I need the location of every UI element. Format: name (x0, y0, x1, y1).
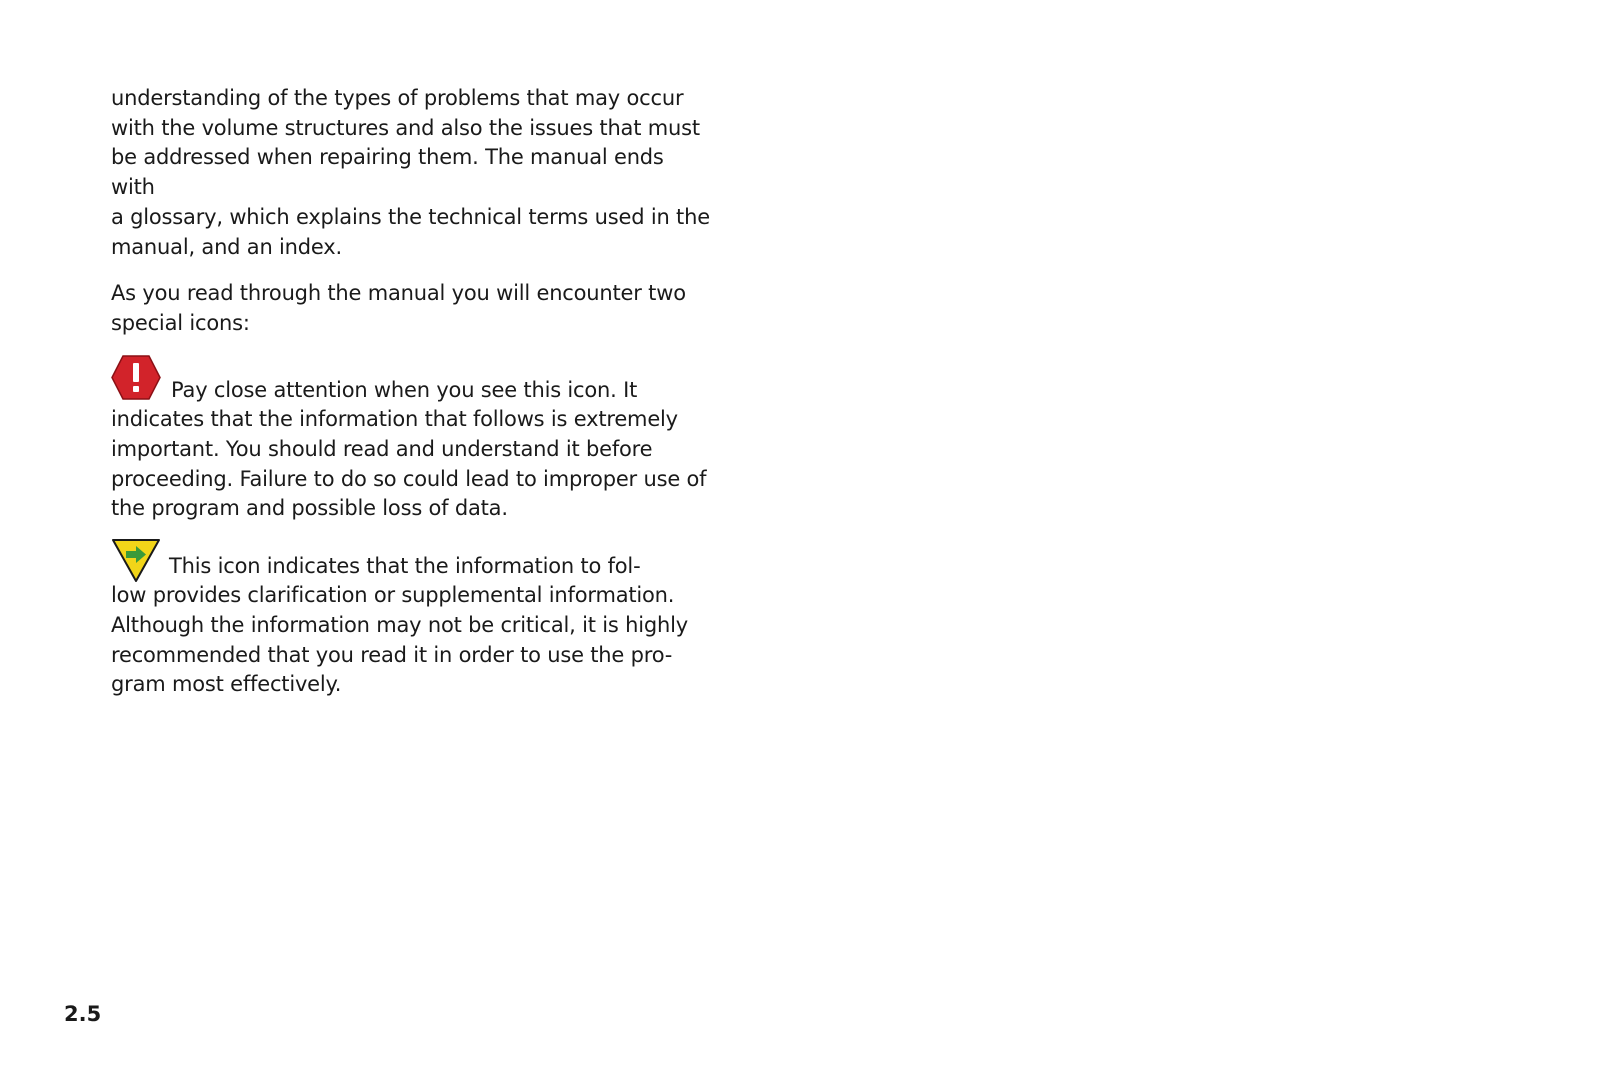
note-callout (111, 538, 711, 718)
warning-callout (111, 339, 711, 538)
intro-continuation-paragraph: understanding of the types of problems that may occur with the volume structures and also the issues that must be addressed when repairing them. The manual ends with a glossary, which explains the technical terms used in the manual, and an index. (111, 86, 710, 259)
icons-intro-paragraph: As you read through the manual you will encounter two special icons: (111, 281, 686, 335)
page-number: 2.5 (64, 1002, 102, 1026)
text-column (111, 84, 711, 718)
note-callout-text: This icon indicates that the information to fol- low provides clarification or supplemental information. Although the information may not be critical, it is highly recommended that you read it in order to use the pro- gram most effectively. (111, 553, 688, 697)
warning-callout-text: Pay close attention when you see this icon. It indicates that the information that follows is extremely important. You should read and understand it before proceeding. Failure to do so could lead to improper use of the program and possible loss of data. (111, 377, 707, 521)
